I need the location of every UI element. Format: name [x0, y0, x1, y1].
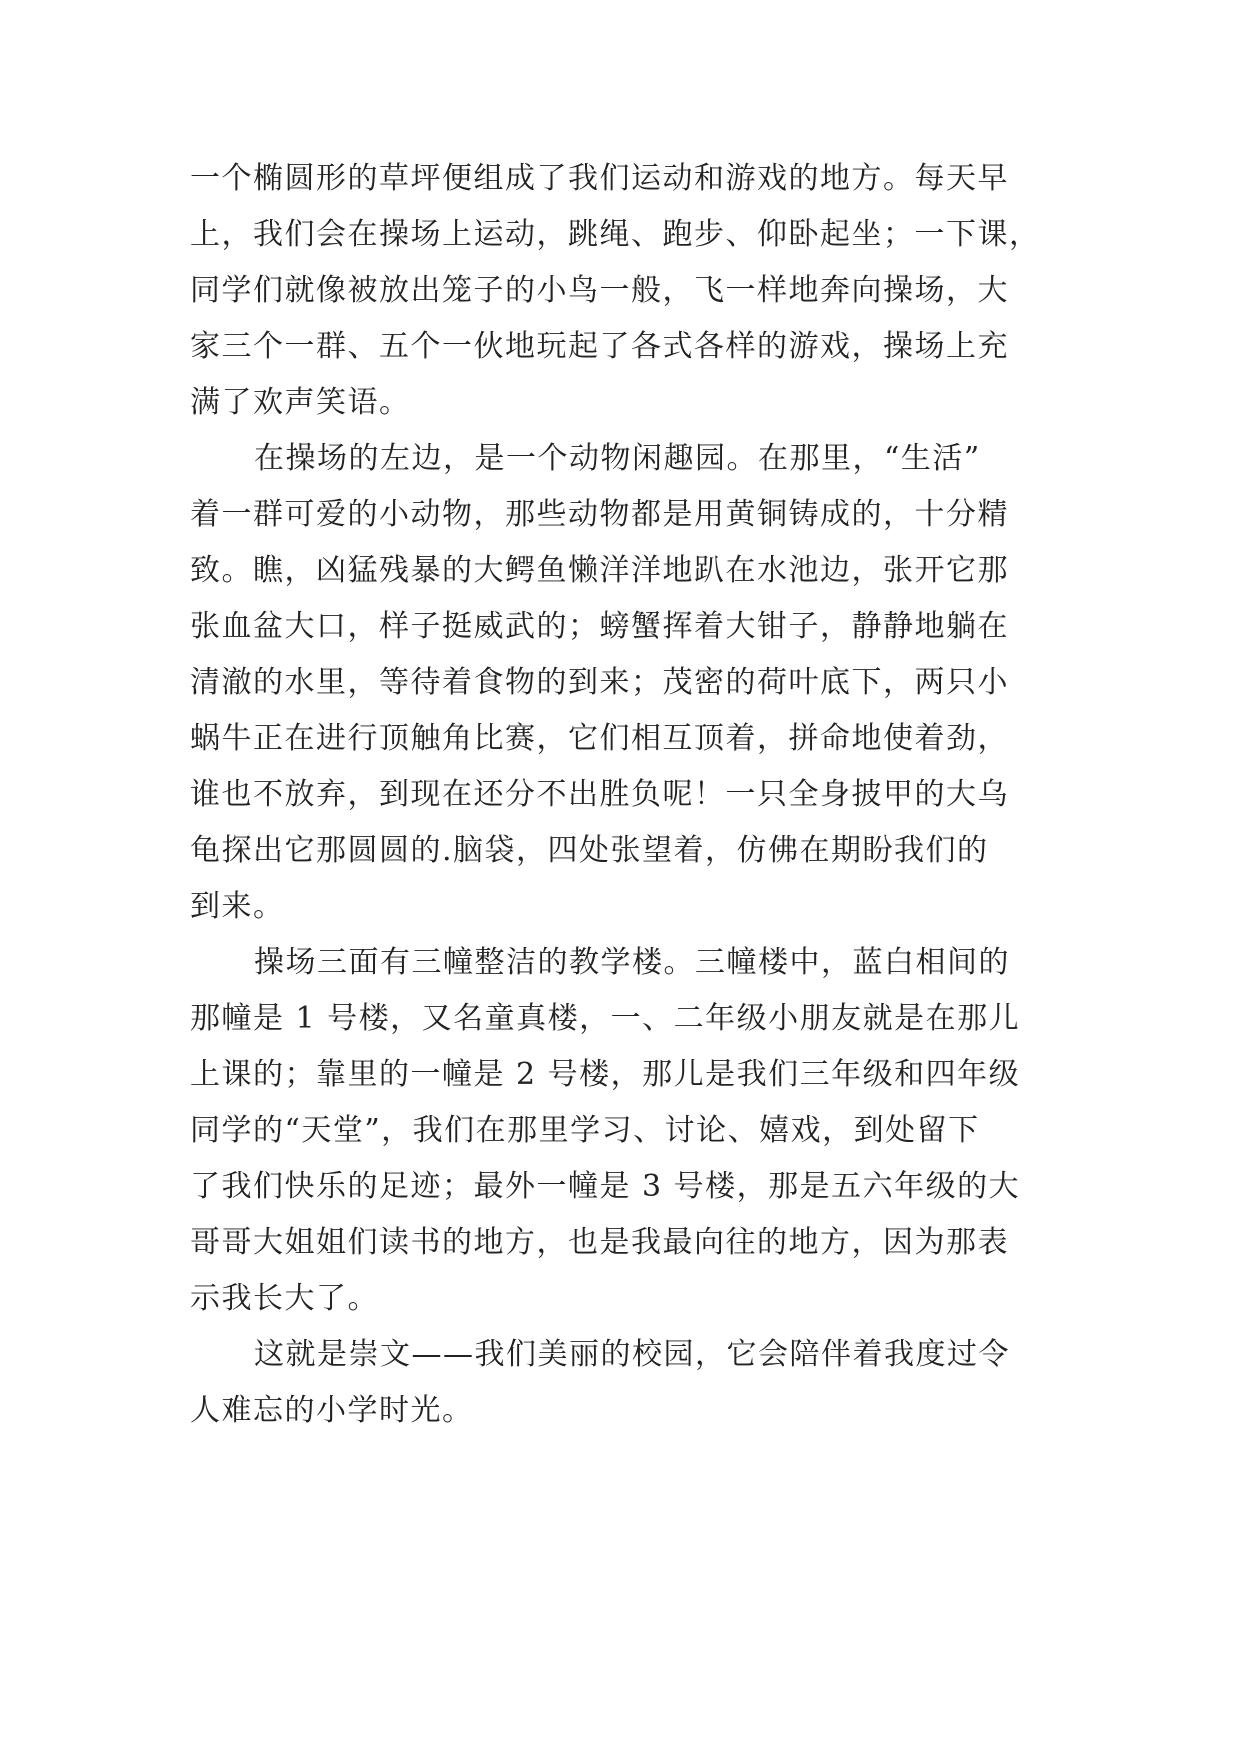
paragraph-2	[190, 431, 1070, 935]
text-line: 操场三面有三幢整洁的教学楼。三幢楼中，蓝白相间的	[254, 945, 1010, 980]
text-line: 上课的；靠里的一幢是 2 号楼，那儿是我们三年级和四年级	[190, 1057, 1021, 1092]
text-line: 满了欢声笑语。	[190, 385, 411, 420]
text-line: 清澈的水里，等待着食物的到来；茂密的荷叶底下，两只小	[190, 665, 1009, 700]
text-line: 到来。	[190, 889, 285, 924]
text-line: 在操场的左边，是一个动物闲趣园。在那里，“生活”	[254, 441, 981, 476]
text-line: 哥哥大姐姐们读书的地方，也是我最向往的地方，因为那表	[190, 1225, 1009, 1260]
text-line: 示我长大了。	[190, 1281, 379, 1316]
text-line: 同学的“天堂”，我们在那里学习、讨论、嬉戏，到处留下	[190, 1113, 980, 1148]
text-line: 谁也不放弃，到现在还分不出胜负呢！一只全身披甲的大乌	[190, 777, 1009, 812]
document-body	[190, 151, 1070, 1439]
paragraph-4	[190, 1327, 1070, 1439]
paragraph-3	[190, 935, 1070, 1327]
text-line: 蜗牛正在进行顶触角比赛，它们相互顶着，拼命地使着劲，	[190, 721, 1009, 756]
text-line: 这就是崇文——我们美丽的校园，它会陪伴着我度过令	[254, 1337, 1010, 1372]
text-line: 龟探出它那圆圆的.脑袋，四处张望着，仿佛在期盼我们的	[190, 833, 989, 868]
text-line: 同学们就像被放出笼子的小鸟一般，飞一样地奔向操场，大	[190, 273, 1009, 308]
text-line: 一个椭圆形的草坪便组成了我们运动和游戏的地方。每天早	[190, 161, 1009, 196]
text-line: 人难忘的小学时光。	[190, 1393, 474, 1428]
text-line: 了我们快乐的足迹；最外一幢是 3 号楼，那是五六年级的大	[190, 1169, 1021, 1204]
text-line: 致。瞧，凶猛残暴的大鳄鱼懒洋洋地趴在水池边，张开它那	[190, 553, 1009, 588]
text-line: 着一群可爱的小动物，那些动物都是用黄铜铸成的，十分精	[190, 497, 1009, 532]
text-line: 家三个一群、五个一伙地玩起了各式各样的游戏，操场上充	[190, 329, 1009, 364]
text-line: 那幢是 1 号楼，又名童真楼，一、二年级小朋友就是在那儿	[190, 1001, 1021, 1036]
text-line: 上，我们会在操场上运动，跳绳、跑步、仰卧起坐；一下课，	[190, 217, 1041, 252]
paragraph-1	[190, 151, 1070, 431]
text-line: 张血盆大口，样子挺威武的；螃蟹挥着大钳子，静静地躺在	[190, 609, 1009, 644]
